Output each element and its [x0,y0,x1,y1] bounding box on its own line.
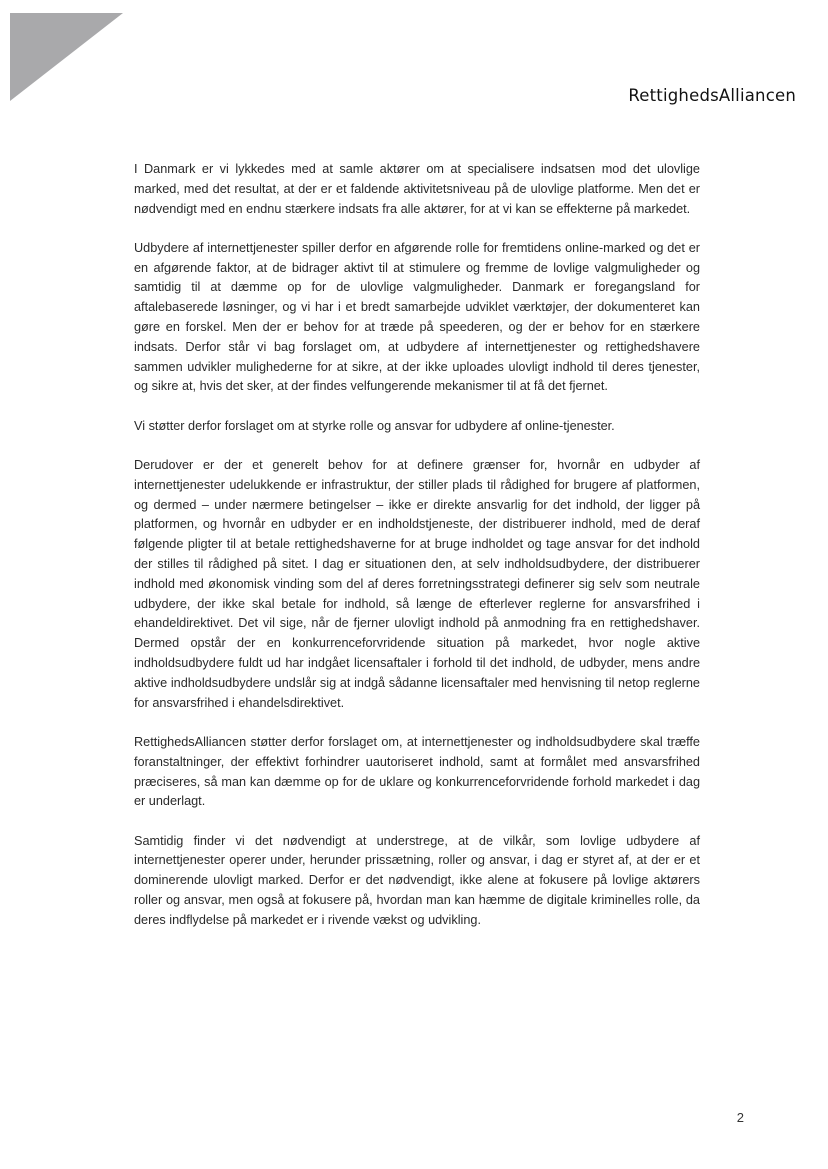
letter-body [134,160,700,950]
page-number: 2 [736,1110,744,1125]
paragraph: I Danmark er vi lykkedes med at samle aktører om at specialisere indsatsen mod det ulovlige marked, med det resultat, at der er et faldende aktivitetsniveau på de ulovlige platforme. Men det er nødvendigt med en endnu stærkere indsats fra alle aktører, for at vi kan se effekterne på markedet. [134,162,700,216]
paragraph: Samtidig finder vi det nødvendigt at understrege, at de vilkår, som lovlige udbydere af internettjenester operer under, herunder prissætning, roller og ansvar, i dag er styret af, at der er et dominerende ulovligt marked. Derfor er det nødvendigt, ikke alene at fokusere på lovlige aktørers roller og ansvar, men også at fokusere på, hvordan man kan hæmme de digitale kriminelles rolle, da deres indflydelse på markedet er i rivende vækst og udvikling. [134,833,700,927]
paragraph: Derudover er der et generelt behov for at definere grænser for, hvornår en udbyder af internettjenester udelukkende er infrastruktur, der stiller plads til rådighed for brugere af platformen, og dermed – under nærmere betingelser – ikke er direkte ansvarlig for det indhold, der ligger på platformen, og hvornår en udbyder er en indholdstjeneste, der distribuerer indhold, med de deraf følgende pligter til at betale rettighedshaverne for at bruge indholdet og tage ansvar for det indhold der stilles til rådighed på sitet. I dag er situationen den, at selv indholdsudbydere, der distribuerer indhold med økonomisk vinding som del af deres forretningsstrategi definerer sig selv som neutrale udbydere, der ikke skal betale for indhold, så længe de efterlever reglerne for ansvarsfrihed i ehandeldirektivet. Det vil sige, når de fjerner ulovligt indhold på anmodning fra en rettighedshaver. Dermed opstår der en konkurrenceforvridende situation på markedet, hvor nogle aktive indholdsudbydere fuldt ud har indgået licensaftaler i forhold til det indhold, de udbyder, mens andre aktive indholdsudbydere undslår sig at indgå sådanne licensaftaler med henvisning til netop reglerne for ansvarsfrihed i ehandelsdirektivet. [134,458,700,710]
paragraph: Udbydere af internettjenester spiller derfor en afgørende rolle for fremtidens online-marked og det er en afgørende faktor, at de bidrager aktivt til at stimulere og fremme de lovlige valgmuligheder og samtidig til at dæmme op for de ulovlige valgmuligheder. Danmark er foregangsland for aftalebaserede løsninger, og vi har i et bredt samarbejde udviklet værktøjer, der dokumenteret kan gøre en forskel. Men der er behov for at træde på speederen, og der er behov for en stærkere indsats. Derfor står vi bag forslaget om, at udbydere af internettjenester og rettighedshavere sammen udvikler mulighederne for at sikre, at der ikke uploades ulovligt indhold til deres tjenester, og sikre at, hvis det sker, at der findes velfungerende mekanismer til at få det fjernet. [134,240,700,394]
page-corner-fold [10,13,123,101]
paragraph: Vi støtter derfor forslaget om at styrke rolle og ansvar for udbydere af online-tjenester. [134,418,615,433]
paragraph: RettighedsAlliancen støtter derfor forslaget om, at internettjenester og indholdsudbydere skal træffe foranstaltninger, der effektivt forhindrer uautoriseret indhold, samt at formålet med ansvarsfrihed præciseres, så man kan dæmme op for de uklare og konkurrenceforvridende forhold markedet i dag er underlagt. [134,734,700,809]
organization-logo: RettighedsAlliancen [628,86,796,105]
